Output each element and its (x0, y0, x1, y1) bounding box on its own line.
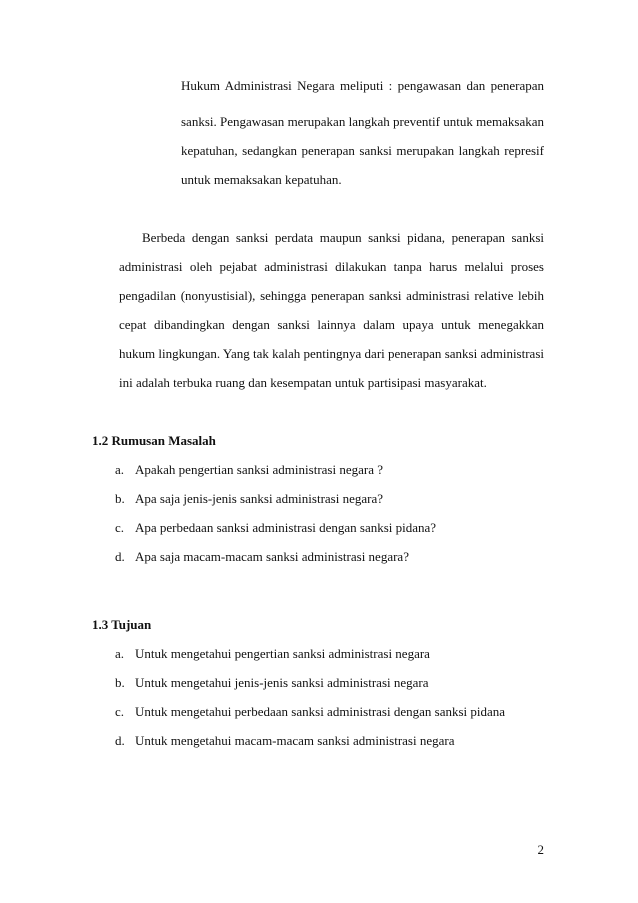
list-item-text: Untuk mengetahui pengertian sanksi administrasi negara (135, 646, 430, 661)
quote-line: sanksi. Pengawasan merupakan langkah preventif untuk memaksakan (181, 114, 544, 129)
list-item (115, 704, 505, 720)
paragraph-line: administrasi oleh pejabat administrasi dilakukan tanpa harus melalui proses (119, 259, 544, 274)
paragraph-line: pengadilan (nonyustisial), sehingga penerapan sanksi administrasi relative lebih (119, 288, 544, 303)
list-marker: b. (115, 675, 125, 690)
list-item-text: Apa saja macam-macam sanksi administrasi negara? (135, 549, 409, 564)
list-item (115, 520, 436, 536)
list-item (115, 549, 409, 565)
list-marker: b. (115, 491, 125, 506)
list-item (115, 462, 383, 478)
list-marker: c. (115, 704, 125, 719)
quote-line: kepatuhan, sedangkan penerapan sanksi merupakan langkah represif (181, 143, 544, 158)
paragraph-line: hukum lingkungan. Yang tak kalah pentingnya dari penerapan sanksi administrasi (119, 346, 544, 361)
quote-line: Hukum Administrasi Negara meliputi : pengawasan dan penerapan (181, 78, 544, 93)
paragraph-line: ini adalah terbuka ruang dan kesempatan untuk partisipasi masyarakat. (119, 375, 487, 390)
paragraph-line: cepat dibandingkan dengan sanksi lainnya dalam upaya untuk menegakkan (119, 317, 544, 332)
list-item (115, 675, 429, 691)
quote-line: untuk memaksakan kepatuhan. (181, 172, 342, 187)
list-marker: a. (115, 646, 125, 661)
list-marker: a. (115, 462, 125, 477)
list-item-text: Apakah pengertian sanksi administrasi negara ? (135, 462, 383, 477)
paragraph-line: Berbeda dengan sanksi perdata maupun sanksi pidana, penerapan sanksi (142, 230, 544, 245)
list-item-text: Untuk mengetahui jenis-jenis sanksi administrasi negara (135, 675, 429, 690)
list-item-text: Apa saja jenis-jenis sanksi administrasi negara? (135, 491, 384, 506)
section-heading-tujuan: 1.3 Tujuan (92, 617, 152, 632)
section-heading-rumusan: 1.2 Rumusan Masalah (92, 433, 216, 448)
list-item (115, 491, 383, 507)
list-item (115, 733, 454, 749)
list-marker: c. (115, 520, 125, 535)
list-marker: d. (115, 549, 125, 564)
list-item (115, 646, 430, 662)
list-item-text: Untuk mengetahui perbedaan sanksi administrasi dengan sanksi pidana (135, 704, 506, 719)
list-item-text: Apa perbedaan sanksi administrasi dengan sanksi pidana? (135, 520, 437, 535)
page-number: 2 (537, 842, 544, 857)
list-marker: d. (115, 733, 125, 748)
list-item-text: Untuk mengetahui macam-macam sanksi administrasi negara (135, 733, 455, 748)
